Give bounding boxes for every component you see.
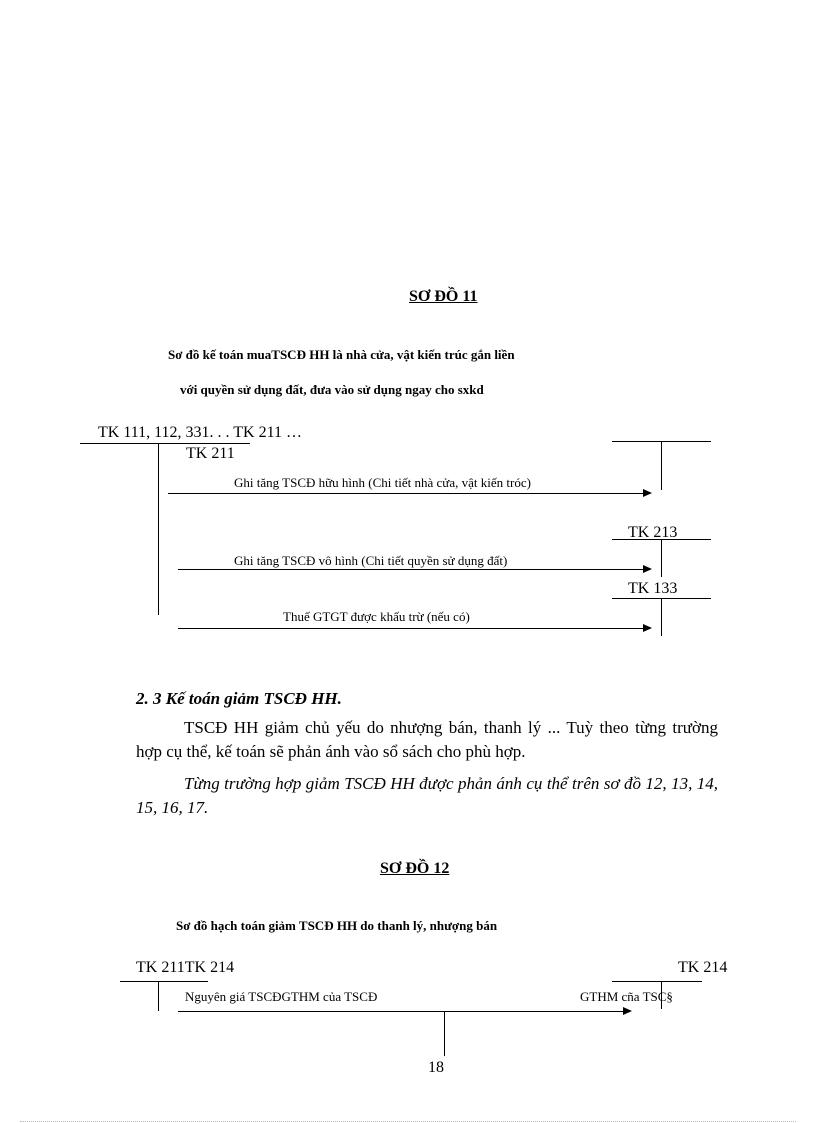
entry-intangible: Ghi tăng TSCĐ vô hình (Chi tiết quyền sử dụng đất) [234,553,508,568]
account-213-vertical [661,539,662,577]
section-title: 2. 3 Kế toán giảm TSCĐ HH. [136,689,342,708]
diagram11-heading: SƠ ĐỒ 11 [409,288,478,305]
diagram12-center-vertical [444,1011,445,1056]
diagram12-account-right: TK 214 [678,959,728,976]
diagram12-left-vertical [158,981,159,1011]
entry-tangible: Ghi tăng TSCĐ hữu hình (Chi tiết nhà cửa, vật kiến tróc) [234,475,531,490]
diagram12-account-left: TK 211TK 214 [136,959,235,976]
arrow-intangible [178,569,650,570]
account-133-label: TK 133 [628,580,678,597]
account-left-label: TK 111, 112, 331. . . TK 211 … [98,424,302,441]
page-bottom-divider [20,1121,796,1122]
diagram12-right-line [612,981,702,982]
diagram12-caption: Sơ đồ hạch toán giảm TSCĐ HH do thanh lý, nhượng bán [176,918,498,933]
diagram12-entry-right: GTHM cña TSC§ [580,989,673,1004]
account-left-line [80,443,250,444]
paragraph-1: TSCĐ HH giảm chủ yếu do nhượng bán, thanh lý ... Tuỳ theo từng trường hợp cụ thể, kế toán sẽ phản ánh vào sổ sách cho phù hợp. [136,718,718,761]
arrow-vat [178,628,650,629]
paragraph-2: Từng trường hợp giảm TSCĐ HH được phản ánh cụ thể trên sơ đồ 12, 13, 14, 15, 16, 17. [136,774,718,817]
account-213-label: TK 213 [628,524,678,541]
diagram12-heading: SƠ ĐỒ 12 [380,860,450,877]
diagram11-caption-line2: với quyền sử dụng đất, đưa vào sử dụng ngay cho sxkd [180,382,484,397]
account-211-label: TK 211 [186,445,235,462]
account-133-vertical [661,598,662,636]
account-211-vertical [661,441,662,490]
diagram12-arrow [178,1011,630,1012]
page-number: 18 [428,1059,444,1076]
account-left-vertical [158,443,159,615]
diagram12-left-line [120,981,208,982]
diagram11-caption-line1: Sơ đồ kế toán muaTSCĐ HH là nhà cửa, vật kiến trúc gắn liền [168,347,515,362]
entry-vat: Thuế GTGT được khấu trừ (nếu có) [283,609,470,624]
arrow-tangible [168,493,650,494]
diagram12-entry-left: Nguyên giá TSCĐGTHM của TSCĐ [185,989,378,1004]
